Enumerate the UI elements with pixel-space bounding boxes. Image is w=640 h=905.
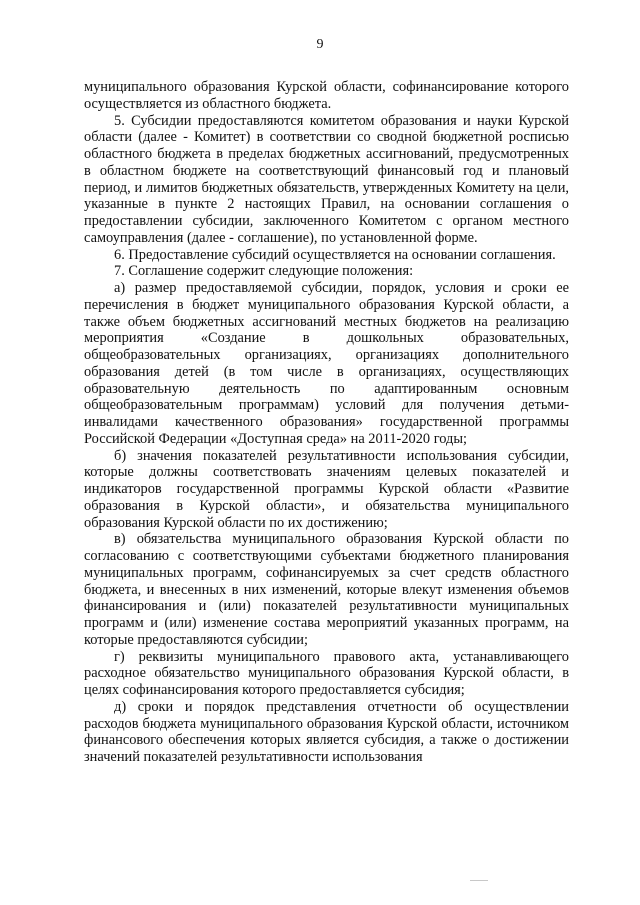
paragraph-subitem-d: д) сроки и порядок представления отчетности об осуществлении расходов бюджета муниципального образования Курской области, источником финансового обеспечения которых является субсидия, а также о достижении значений показателей результативности использования [84,698,569,765]
paragraph-subitem-a: а) размер предоставляемой субсидии, порядок, условия и сроки ее перечисления в бюджет муниципального образования Курской области, а также объем бюджетных ассигнований местных бюджетов на реализацию мероприятия «Создание в дошкольных образовательных, общеобразовательных организациях, организациях дополнительного образования детей (в том числе в организациях, осуществляющих образовательную деятельность по адаптированным основным общеобразовательным программам) условий для получения детьми-инвалидами качественного образования» государственной программы Российской Федерации «Доступная среда» на 2011-2020 годы; [84,280,569,447]
paragraph-subitem-v: в) обязательства муниципального образования Курской области по согласованию с соответствующими субъектами бюджетного планирования муниципальных программ, софинансируемых за счет средств областного бюджета, и внесенных в них изменений, которые влекут изменения объемов финансирования и (или) показателей результативности муниципальных программ и (или) изменение состава мероприятий указанных программ, на которые предоставляются субсидии; [84,531,569,648]
paragraph-item-5: 5. Субсидии предоставляются комитетом образования и науки Курской области (далее - Комитет) в соответствии со сводной бюджетной росписью областного бюджета в пределах бюджетных ассигнований, предусмотренных в областном бюджете на соответствующий финансовый год и плановый период, и лимитов бюджетных обязательств, утвержденных Комитету на цели, указанные в пункте 2 настоящих Правил, на основании соглашения о предоставлении субсидии, заключенного Комитетом с органом местного самоуправления (далее - соглашение), по установленной форме. [84,112,569,246]
scan-artifact [470,880,488,881]
paragraph-subitem-b: б) значения показателей результативности использования субсидии, которые должны соответствовать значениям целевых показателей и индикаторов государственной программы Курской области «Развитие образования в Курской области», и обязательства муниципального образования Курской области по их достижению; [84,447,569,531]
page-number: 9 [316,37,324,52]
paragraph-subitem-g: г) реквизиты муниципального правового акта, устанавливающего расходное обязательство муниципального образования Курской области, в целях софинансирования которого предоставляется субсидия; [84,648,569,698]
paragraph-continuation: муниципального образования Курской области, софинансирование которого осуществляется из областного бюджета. [84,79,569,112]
body-text [84,79,569,766]
paragraph-item-7: 7. Соглашение содержит следующие положения: [114,263,414,280]
paragraph-item-6: 6. Предоставление субсидий осуществляется на основании соглашения. [114,246,556,263]
